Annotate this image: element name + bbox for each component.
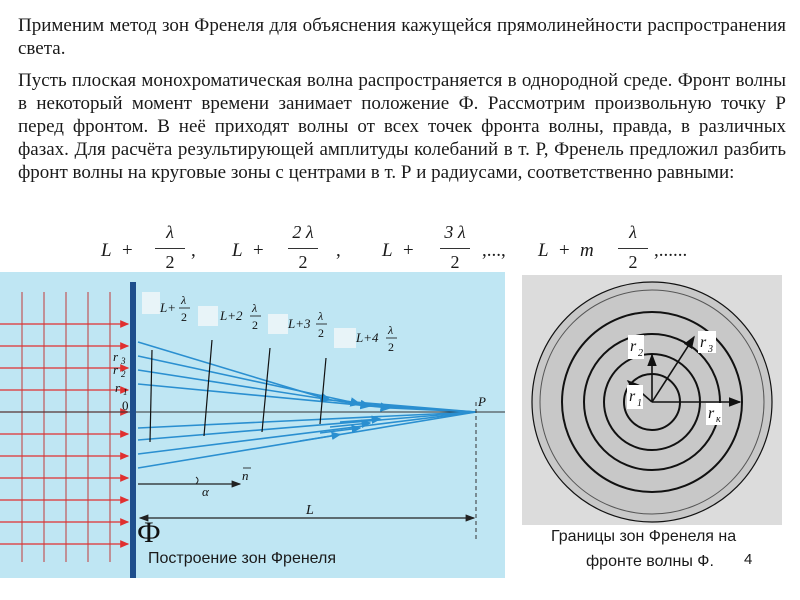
fraction-denominator: 2 — [450, 252, 460, 272]
rk-sub: к — [716, 414, 721, 425]
radius-label-r2: r — [113, 362, 119, 377]
path-label-num: λ — [388, 323, 394, 337]
fresnel-zones-svg — [522, 275, 782, 525]
formula-lead: L + — [382, 240, 415, 261]
fraction-bar — [155, 248, 185, 249]
intro-paragraph: Применим метод зон Френеля для объяснения кажущейся прямолинейности распространения света. — [18, 15, 786, 59]
path-label-den: 2 — [252, 318, 258, 332]
path-label-lead: L+ — [160, 300, 177, 315]
fraction-denominator: 2 — [628, 252, 638, 272]
fraction-denominator: 2 — [298, 252, 308, 272]
path-label-lead: L+3 — [288, 316, 311, 331]
radius-sub: 2 — [121, 369, 126, 379]
fresnel-construction-svg — [0, 272, 505, 578]
r2-label: r — [630, 338, 637, 355]
distance-l-label: L — [306, 503, 314, 518]
fraction-denominator: 2 — [165, 252, 175, 272]
fraction-numerator: λ — [629, 222, 637, 242]
path-label-den: 2 — [388, 340, 394, 354]
fresnel-zones-figure — [522, 275, 782, 525]
label-background — [268, 314, 288, 334]
formula-tail: ,..., — [482, 240, 506, 261]
path-label-den: 2 — [318, 326, 324, 340]
diffracted-rays-upper-ext — [330, 400, 476, 412]
path-label-2 — [198, 301, 261, 332]
fraction-numerator: λ — [166, 222, 174, 242]
fresnel-construction-figure — [0, 272, 505, 578]
wavefront-plate — [130, 282, 136, 578]
path-label-den: 2 — [181, 310, 187, 324]
path-label-num: λ — [318, 309, 324, 323]
path-label-lead: L+4 — [356, 330, 379, 345]
fraction-numerator: 2 λ — [292, 222, 314, 242]
zone-radius-formula — [0, 222, 800, 278]
path-label-num: λ — [181, 293, 187, 307]
construction-caption: Построение зон Френеля — [148, 550, 337, 567]
path-label-num: λ — [252, 301, 258, 315]
radius-label-r1: r — [115, 380, 121, 395]
formula-tail: , — [191, 240, 196, 261]
diffracted-rays-upper — [138, 342, 390, 408]
zones-caption-line1: Границы зон Френеля на — [551, 528, 737, 545]
r1-label: r — [629, 388, 636, 405]
formula-tail: , — [336, 240, 341, 261]
fraction-bar — [288, 248, 318, 249]
r3-label: r — [700, 334, 707, 351]
page-number: 4 — [744, 551, 753, 568]
label-background — [198, 306, 218, 326]
zones-caption-line2: фронте волны Ф. — [586, 553, 714, 570]
alpha-label: α — [202, 484, 209, 499]
fraction-numerator: 3 λ — [444, 222, 466, 242]
fraction-bar — [618, 248, 648, 249]
r3-sub: 3 — [708, 344, 713, 355]
radius-sub: 1 — [123, 387, 128, 397]
label-background — [334, 328, 356, 348]
path-label-4 — [334, 323, 397, 354]
incoming-rays — [0, 324, 128, 544]
label-background — [142, 292, 160, 314]
front-phi-label: Ф — [137, 516, 161, 549]
path-label-1 — [142, 292, 190, 324]
description-paragraph: Пусть плоская монохроматическая волна распространяется в однородной среде. Фронт волны в некоторый момент времени занимает положение Ф. Рассмотрим произвольную точку Р перед фронтом. В неё приходят волны от всех точек фронта волны, правда, в различных фазах. Для расчёта результирующей амплитуды колебаний в т. Р, Френель предложил разбить фронт волны на круговые зоны с центрами в т. Р и радиусами, соответственно равными: — [18, 70, 786, 183]
path-label-3 — [268, 309, 327, 340]
r2-sub: 2 — [638, 348, 643, 359]
fraction-bar — [440, 248, 470, 249]
point-p-label: P — [478, 394, 486, 409]
r1-sub: 1 — [637, 398, 642, 409]
zero-label: 0 — [122, 398, 129, 413]
path-label-lead: L+2 — [220, 308, 243, 323]
radius-sub: 3 — [121, 356, 126, 366]
radius-label-r3: r — [113, 349, 119, 364]
alpha-arc — [196, 477, 198, 484]
formula-lead: L + — [101, 240, 134, 261]
formula-lead: L + m — [538, 240, 594, 261]
n-label: n — [242, 468, 249, 483]
formula-lead: L + — [232, 240, 265, 261]
formula-tail: ,...... — [654, 240, 688, 261]
rk-label: r — [708, 405, 715, 422]
